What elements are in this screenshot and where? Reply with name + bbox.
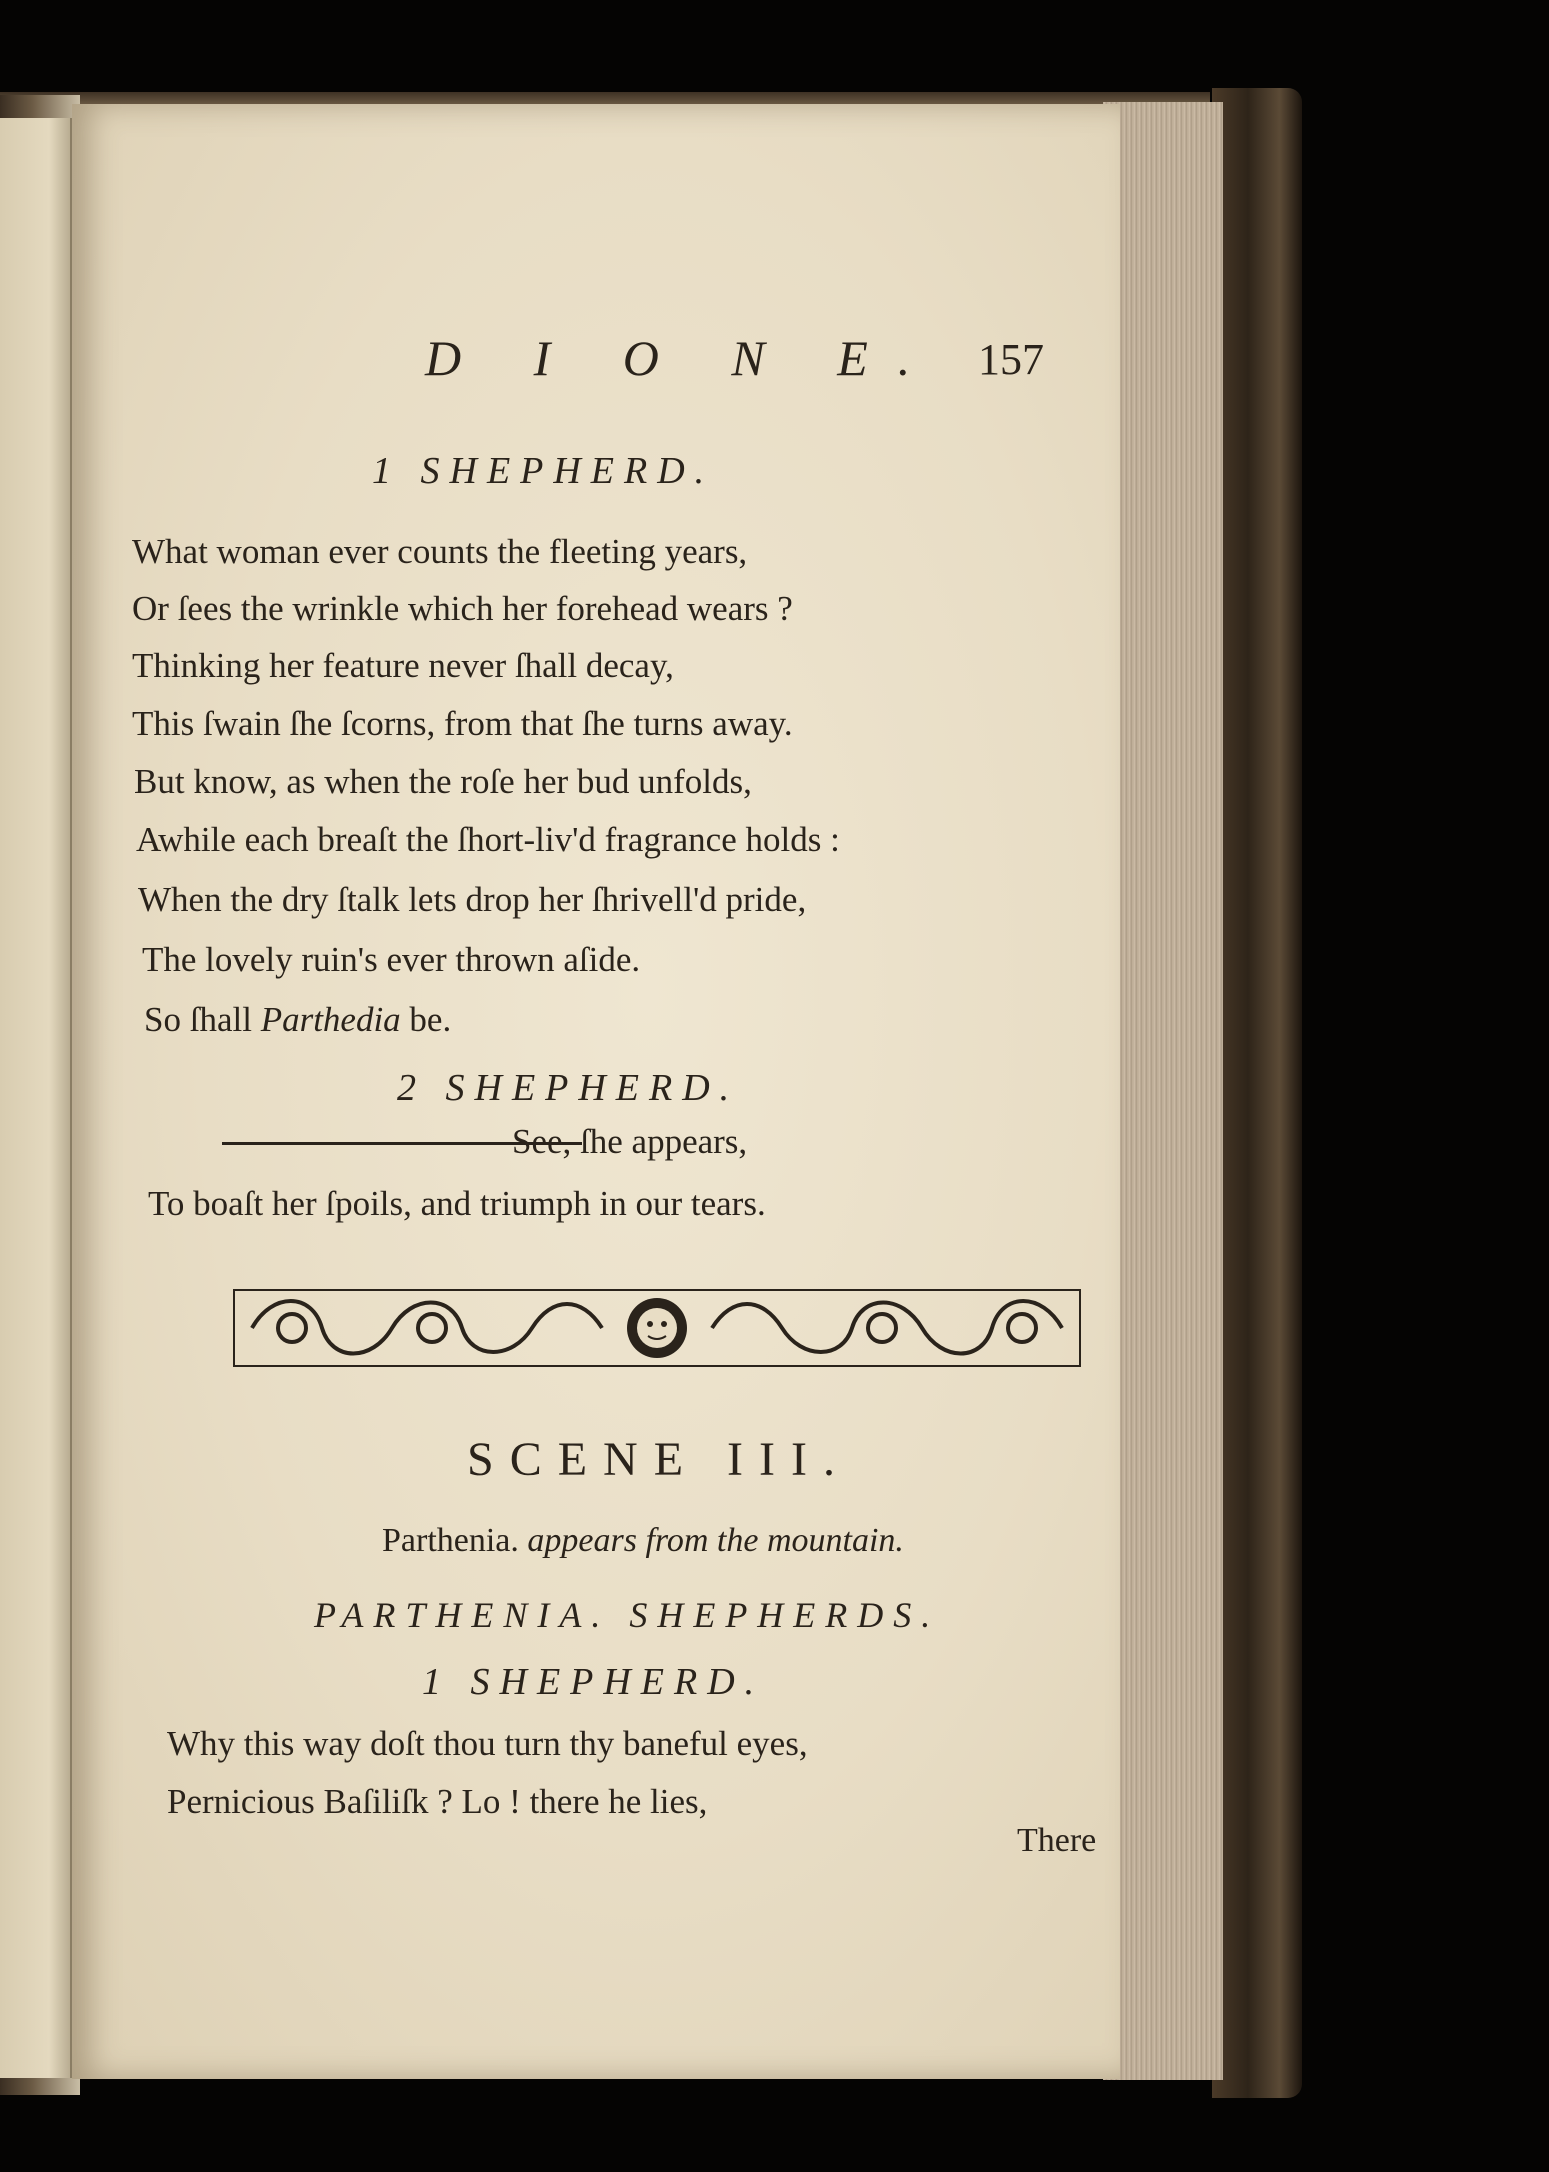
verse-line: Awhile each breaſt the ſhort-liv'd fragrance holds :: [136, 820, 840, 859]
running-head: D I O N E.: [425, 330, 941, 386]
speaker-heading: 2 SHEPHERD.: [397, 1067, 740, 1109]
verse-line: This ſwain ſhe ſcorns, from that ſhe turns away.: [132, 704, 793, 743]
page-stack-edges: [1103, 102, 1223, 2080]
stage-direction-name: Parthenia.: [382, 1522, 519, 1559]
book-cover-right: [1212, 88, 1302, 2098]
verse-line: Pernicious Baſiliſk ? Lo ! there he lies,: [167, 1782, 708, 1821]
facing-page-edge: [0, 118, 72, 2078]
verse-line: But know, as when the roſe her bud unfolds,: [134, 762, 752, 801]
verse-line-text: So ſhall: [144, 1000, 252, 1039]
verse-line: Why this way doſt thou turn thy baneful eyes,: [167, 1724, 808, 1763]
catchword: There: [1017, 1822, 1097, 1859]
verse-line: When the dry ſtalk lets drop her ſhrivell'd pride,: [138, 880, 807, 919]
dramatis-personae: PARTHENIA. SHEPHERDS.: [314, 1595, 941, 1635]
stage-direction: [382, 1522, 904, 1560]
speaker-heading: 1 SHEPHERD.: [372, 450, 715, 492]
verse-line: What woman ever counts the fleeting years,: [132, 532, 748, 571]
page-number: 157: [978, 335, 1044, 384]
verse-line: [144, 1000, 451, 1040]
verse-line: The lovely ruin's ever thrown aſide.: [142, 940, 641, 979]
stage-direction-text: appears from the mountain.: [518, 1522, 904, 1559]
verse-line: Or ſees the wrinkle which her forehead wears ?: [132, 589, 793, 628]
verse-line: To boaſt her ſpoils, and triumph in our tears.: [148, 1184, 766, 1223]
verse-line: Thinking her feature never ſhall decay,: [132, 646, 674, 685]
book-page: [72, 104, 1120, 2079]
verse-line-end: be.: [400, 1000, 452, 1039]
character-name: Parthedia: [260, 1000, 401, 1039]
speaker-heading: 1 SHEPHERD.: [422, 1661, 765, 1703]
scene-title: SCENE III.: [467, 1433, 851, 1486]
printer-ornament: [232, 1282, 1082, 1374]
verse-line: See, ſhe appears,: [512, 1122, 748, 1161]
